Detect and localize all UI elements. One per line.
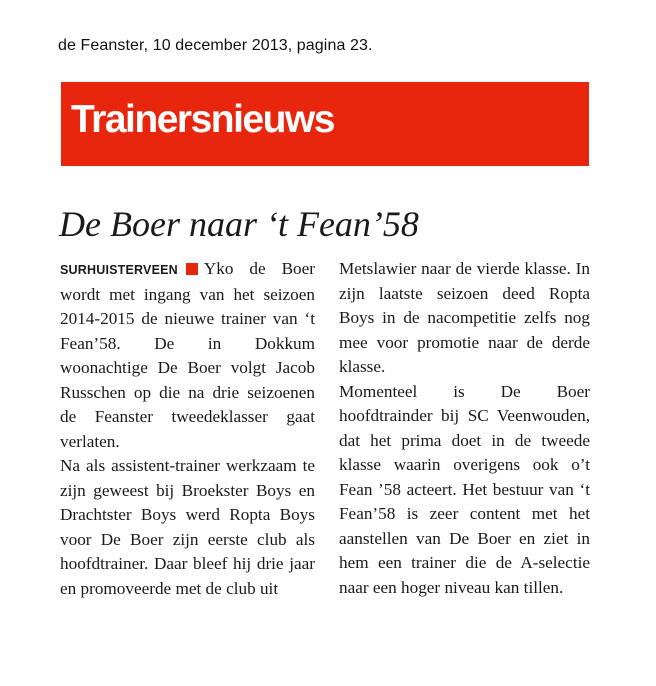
section-title: Trainersnieuws: [71, 98, 334, 141]
source-caption: de Feanster, 10 december 2013, pagina 23.: [58, 37, 373, 54]
article-paragraph: Momenteel is De Boer hoofdtrainder bij SC Veenwouden, dat het prima doet in de tweede klasse waarin overigens ook o’t Fean ’58 acteert. Het bestuur van ‘t Fean’58 is zeer content met het aanstellen van De Boer en ziet in hem een trainer die de A-selectie naar een hoger niveau kan tillen.: [339, 381, 590, 597]
dateline: SURHUISTERVEEN: [60, 263, 178, 277]
dateline-marker-icon: [186, 263, 198, 275]
paragraph-text: Yko de Boer wordt met ingang van het seizoen 2014-2015 de nieuwe trainer van ‘t Fean’58. De in Dokkum woonachtige De Boer volgt Jacob Russchen op die na drie seizoenen de Feanster tweedeklasser gaat verlaten.: [60, 259, 315, 451]
article-paragraph: Na als assistent-trainer werkzaam te zijn geweest bij Broekster Boys en Drachtster Boys werd Ropta Boys voor De Boer zijn eerste club als hoofdtrainer. Daar bleef hij drie jaar en promoveerde met de club uit: [60, 456, 315, 598]
article-column-left: [60, 257, 315, 601]
article-column-right: [339, 257, 590, 600]
section-banner: [61, 82, 589, 166]
article-paragraph: Metslawier naar de vierde klasse. In zijn laatste seizoen deed Ropta Boys in de nacompetitie zelfs nog mee voor promotie naar de derde klasse.: [339, 259, 590, 376]
article-headline: De Boer naar ‘t Fean’58: [59, 204, 419, 244]
article-paragraph: [60, 257, 315, 454]
